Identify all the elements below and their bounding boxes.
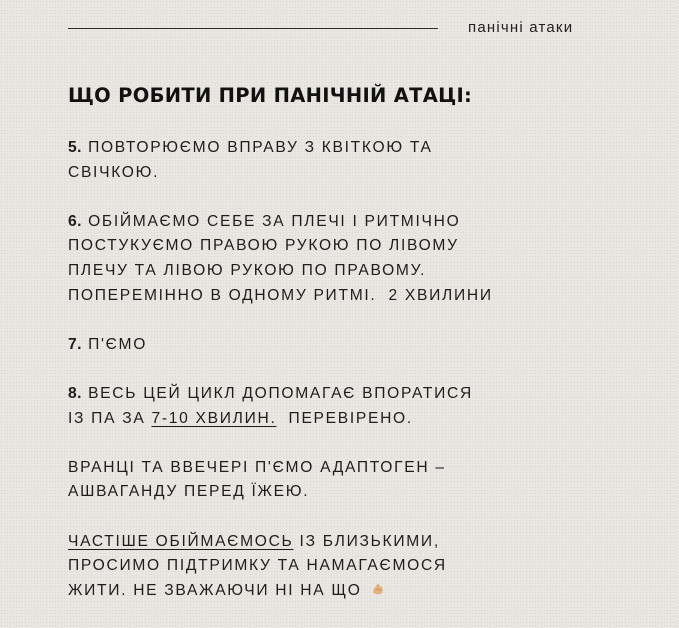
step-number: 8.	[68, 384, 83, 402]
page-title: ЩО РОБИТИ ПРИ ПАНІЧНІЙ АТАЦІ:	[68, 84, 473, 107]
topic-tag: панічні атаки	[468, 19, 574, 36]
step-text-line: П'ЄМО	[88, 335, 148, 353]
step-number: 7.	[68, 335, 83, 353]
step-text-line: ПОПЕРЕМІННО В ОДНОМУ РИТМІ. 2 ХВИЛИНИ	[68, 286, 493, 304]
note-line: ВРАНЦІ ТА ВВЕЧЕРІ П'ЄМО АДАПТОГЕН –	[68, 458, 446, 476]
hug-highlight: ЧАСТІШЕ ОБІЙМАЄМОСЬ	[68, 532, 294, 550]
step-number: 6.	[68, 212, 83, 230]
adaptogen-note	[68, 456, 668, 505]
closing-line: ЖИТИ. НЕ ЗВАЖАЮЧИ НІ НА ЩО	[68, 581, 362, 599]
step-5	[68, 136, 668, 185]
duration-highlight: 7-10 ХВИЛИН.	[151, 409, 277, 427]
note-line: АШВАГАНДУ ПЕРЕД ЇЖЕЮ.	[68, 483, 310, 501]
step-text-post: ПЕРЕВІРЕНО.	[276, 409, 413, 427]
step-7	[68, 333, 668, 358]
header-divider-line	[68, 28, 438, 29]
closing-line: ІЗ БЛИЗЬКИМИ,	[293, 532, 440, 550]
step-text-line: СВІЧКОЮ.	[68, 163, 160, 181]
step-text-pre: ІЗ ПА ЗА	[68, 409, 152, 427]
step-text-line: ОБІЙМАЄМО СЕБЕ ЗА ПЛЕЧІ І РИТМІЧНО	[88, 212, 461, 230]
closing-paragraph	[68, 530, 668, 604]
step-text-line: ПОСТУКУЄМО ПРАВОЮ РУКОЮ ПО ЛІВОМУ	[68, 237, 459, 255]
closing-line: ПРОСИМО ПІДТРИМКУ ТА НАМАГАЄМОСЯ	[68, 557, 447, 575]
flexed-biceps-icon	[371, 582, 385, 596]
step-text-line: ПЛЕЧУ ТА ЛІВОЮ РУКОЮ ПО ПРАВОМУ.	[68, 261, 427, 279]
step-6	[68, 210, 668, 308]
step-text-line: ПОВТОРЮЄМО ВПРАВУ З КВІТКОЮ ТА	[88, 139, 433, 156]
instructions-block	[68, 136, 668, 628]
step-number: 5.	[68, 139, 83, 156]
step-text-line: ВЕСЬ ЦЕЙ ЦИКЛ ДОПОМАГАЄ ВПОРАТИСЯ	[88, 384, 473, 402]
step-8	[68, 382, 668, 431]
